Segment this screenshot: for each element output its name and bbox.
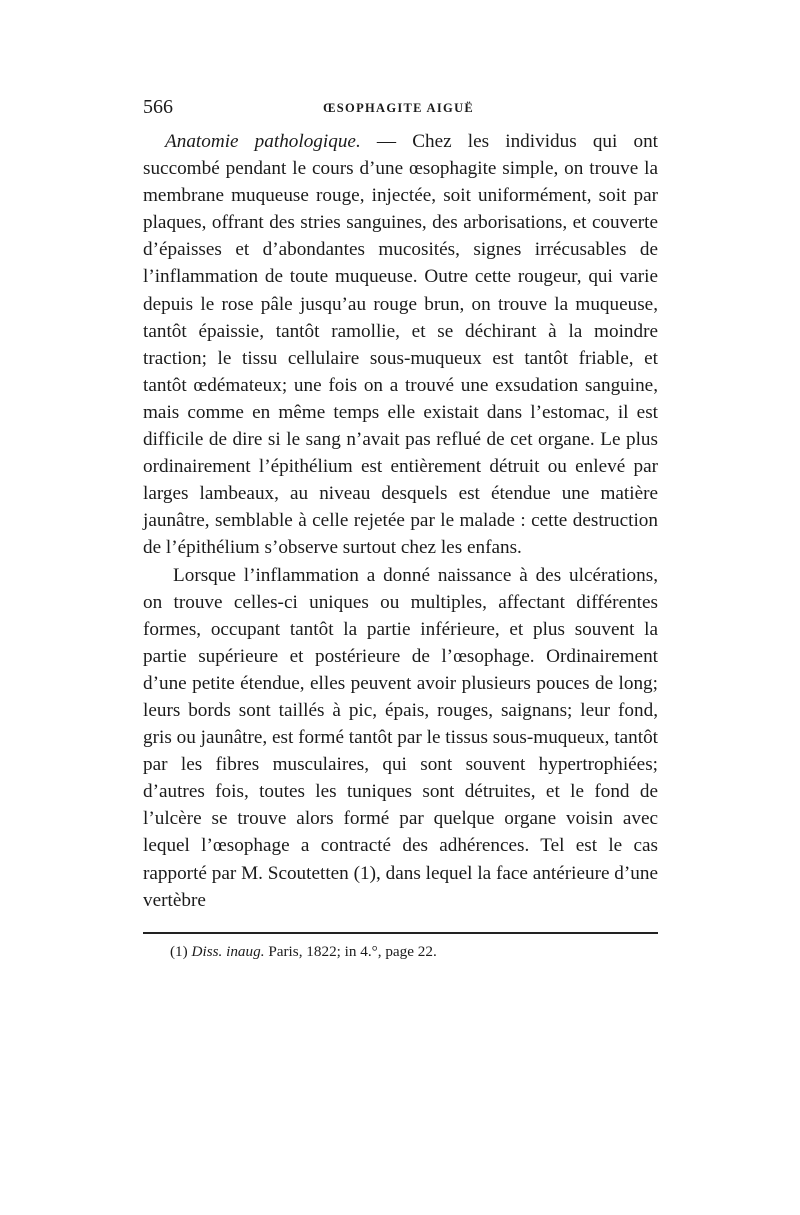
paragraph-1-text: — Chez les individus qui ont succombé pendant le cours d’une œsophagite simple, on trouve la membrane muqueuse rouge, injectée, soit uniformément, soit par plaques, offrant des stries sanguines, des arborisations, et couverte d’épaisses et d’abondantes mucosités, signes irrécusables de l’inflammation de toute muqueuse. Outre cette rougeur, qui varie depuis le rose pâle jusqu’au rouge brun, on trouve la muqueuse, tantôt épaissie, tantôt ramollie, et se déchirant à la moindre traction; le tissu cellulaire sous-muqueux est tantôt friable, et tantôt œdémateux; une fois on a trouvé une exsudation sanguine, mais comme en même temps elle existait dans l’estomac, il est difficile de dire si le sang n’avait pas reflué de cet organe. Le plus ordinairement l’épithélium est entièrement détruit ou enlevé par larges lambeaux, au niveau desquels est étendue une matière jaunâtre, semblable à celle rejetée par le malade : cette destruction de l’épithélium s’observe surtout chez les enfans. — [143, 131, 658, 559]
footnote-text: Paris, 1822; in 4.°, page 22. — [264, 942, 437, 960]
book-page — [143, 92, 658, 962]
main-text — [143, 128, 658, 914]
footnote — [143, 942, 658, 962]
page-number: 566 — [143, 96, 173, 118]
running-title: ŒSOPHAGITE AIGUË — [323, 101, 475, 115]
footnote-marker: (1) — [170, 942, 188, 960]
running-header — [143, 92, 658, 122]
footnote-citation: Diss. inaug. — [191, 942, 265, 960]
paragraph-anatomie — [143, 128, 658, 562]
paragraph-2-text: Lorsque l’inflammation a donné naissance à des ulcérations, on trouve celles-ci uniques ou multiples, affectant différentes formes, occupant tantôt la partie inférieure, et plus souvent la partie supérieure et postérieure de l’œsophage. Ordinairement d’une petite étendue, elles peuvent avoir plusieurs pouces de long; leurs bords sont taillés à pic, épais, rouges, saignans; leur fond, gris ou jaunâtre, est formé tantôt par le tissus sous-muqueux, tantôt par les fibres musculaires, qui sont souvent hypertrophiées; d’autres fois, toutes les tuniques sont détruites, et le fond de l’ulcère se trouve alors formé par quelque organe voisin avec lequel l’œsophage a contracté des adhérences. Tel est le cas rapporté par M. Scoutetten (1), dans lequel la face antérieure d’une vertèbre — [143, 564, 658, 911]
footnote-divider — [143, 932, 658, 934]
paragraph-ulcerations — [143, 562, 658, 914]
section-heading: Anatomie pathologique. — [165, 131, 361, 152]
